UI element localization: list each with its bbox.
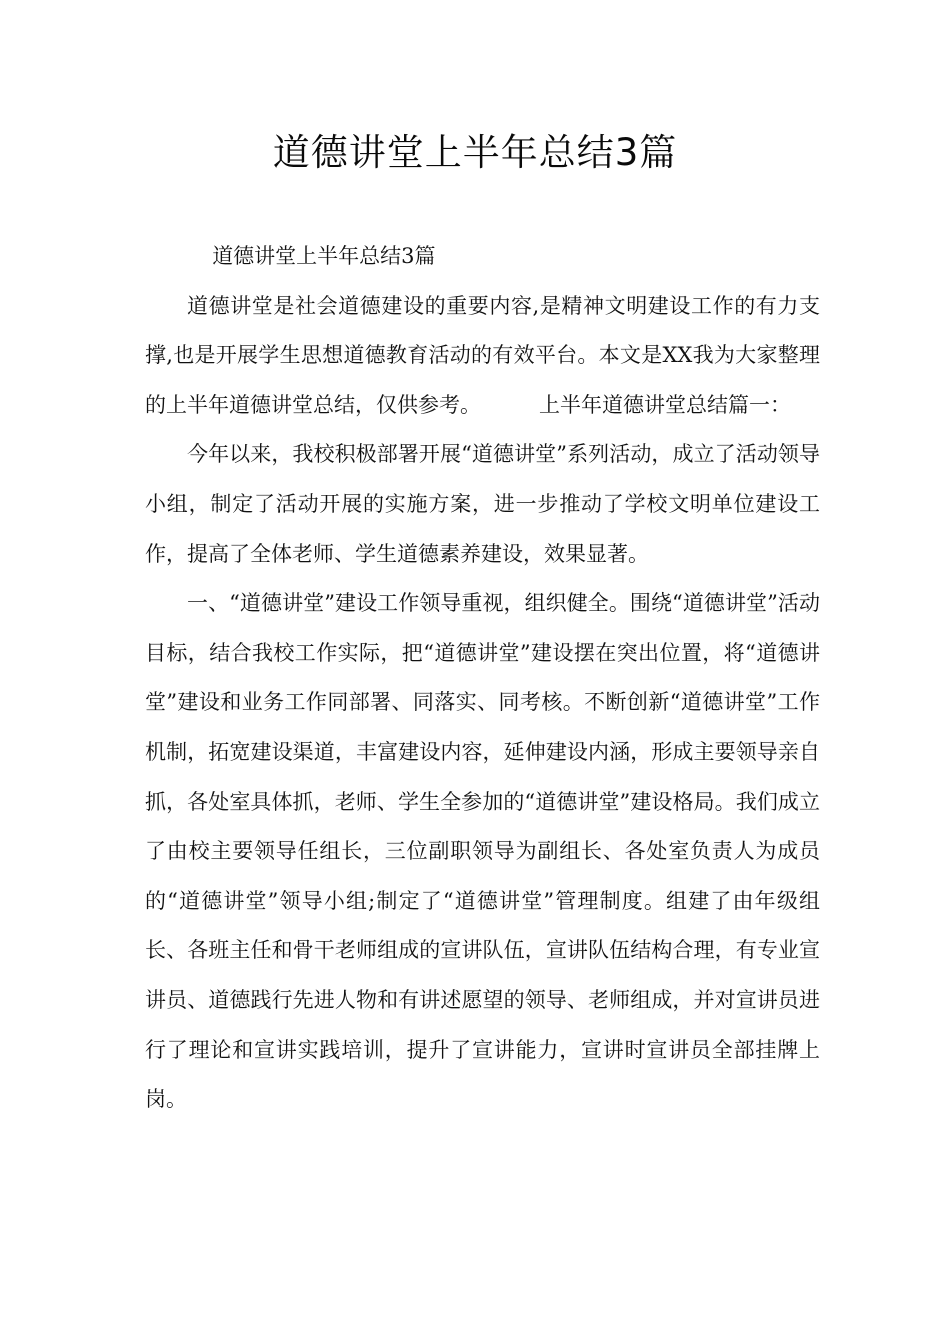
document-title: 道德讲堂上半年总结3篇 [272, 131, 678, 174]
section-heading: 上半年道德讲堂总结篇一： [539, 392, 791, 417]
intro-text: 道德讲堂是社会道德建设的重要内容,是精神文明建设工作的有力支撑,也是开展学生思想道德教育活动的有效平台。本文是XX我为大家整理的上半年道德讲堂总结，仅供参考。 [145, 293, 820, 417]
document-body [145, 232, 820, 1125]
document-subtitle: 道德讲堂上半年总结3篇 [212, 244, 436, 268]
intro-paragraph [145, 282, 820, 431]
paragraph-2: 一、“道德讲堂”建设工作领导重视，组织健全。围绕“道德讲堂”活动目标，结合我校工作实际，把“道德讲堂”建设摆在突出位置，将“道德讲堂”建设和业务工作同部署、同落实、同考核。不断创新“道德讲堂”工作机制，拓宽建设渠道，丰富建设内容，延伸建设内涵，形成主要领导亲自抓，各处室具体抓，老师、学生全参加的“道德讲堂”建设格局。我们成立了由校主要领导任组长，三位副职领导为副组长、各处室负责人为成员的“道德讲堂”领导小组;制定了“道德讲堂”管理制度。组建了由年级组长、各班主任和骨干老师组成的宣讲队伍，宣讲队伍结构合理，有专业宣讲员、道德践行先进人物和有讲述愿望的领导、老师组成，并对宣讲员进行了理论和宣讲实践培训，提升了宣讲能力，宣讲时宣讲员全部挂牌上岗。 [145, 591, 820, 1112]
paragraph-1: 今年以来，我校积极部署开展“道德讲堂”系列活动，成立了活动领导小组，制定了活动开展的实施方案，进一步推动了学校文明单位建设工作，提高了全体老师、学生道德素养建设，效果显著。 [145, 442, 820, 566]
